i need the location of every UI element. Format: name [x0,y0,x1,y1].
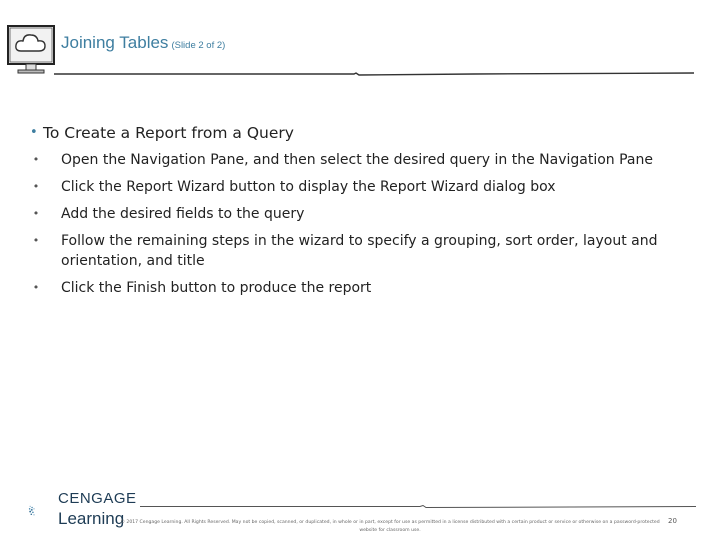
sub-bullet: • Add the desired fields to the query [32,206,305,222]
logo-cengage: CENGAGE [58,490,137,507]
title-divider [54,72,694,76]
final-bullet: • Click the Finish button to produce the report [32,280,372,296]
sub-bullet: • Open the Navigation Pane, and then select the desired query in the Navigation Pane [32,152,653,168]
cengage-dots-icon [28,488,58,534]
logo-learning: Learning [58,509,125,528]
page-number: 20 [668,517,677,525]
sub-bullet: • Follow the remaining steps in the wizard to specify a grouping, sort order, layout and orientation, and title [32,233,658,269]
bullet-list [30,122,690,305]
main-bullet: • To Create a Report from a Query [30,122,690,144]
slide-subtitle: (Slide 2 of 2) [171,40,226,51]
cloud-computer-icon [6,20,58,76]
sub-bullet: • Click the Report Wizard button to display the Report Wizard dialog box [32,179,556,195]
footer-divider [140,505,696,508]
slide-title: Joining Tables (Slide 2 of 2) [61,33,226,52]
copyright-notice: © 2017 Cengage Learning. All Rights Reserved. May not be copied, scanned, or duplicated, in whole or in part, except for use as permitted in a license distributed with a certain product or service or otherwise on a password-protected website for classroom use. [120,520,660,533]
